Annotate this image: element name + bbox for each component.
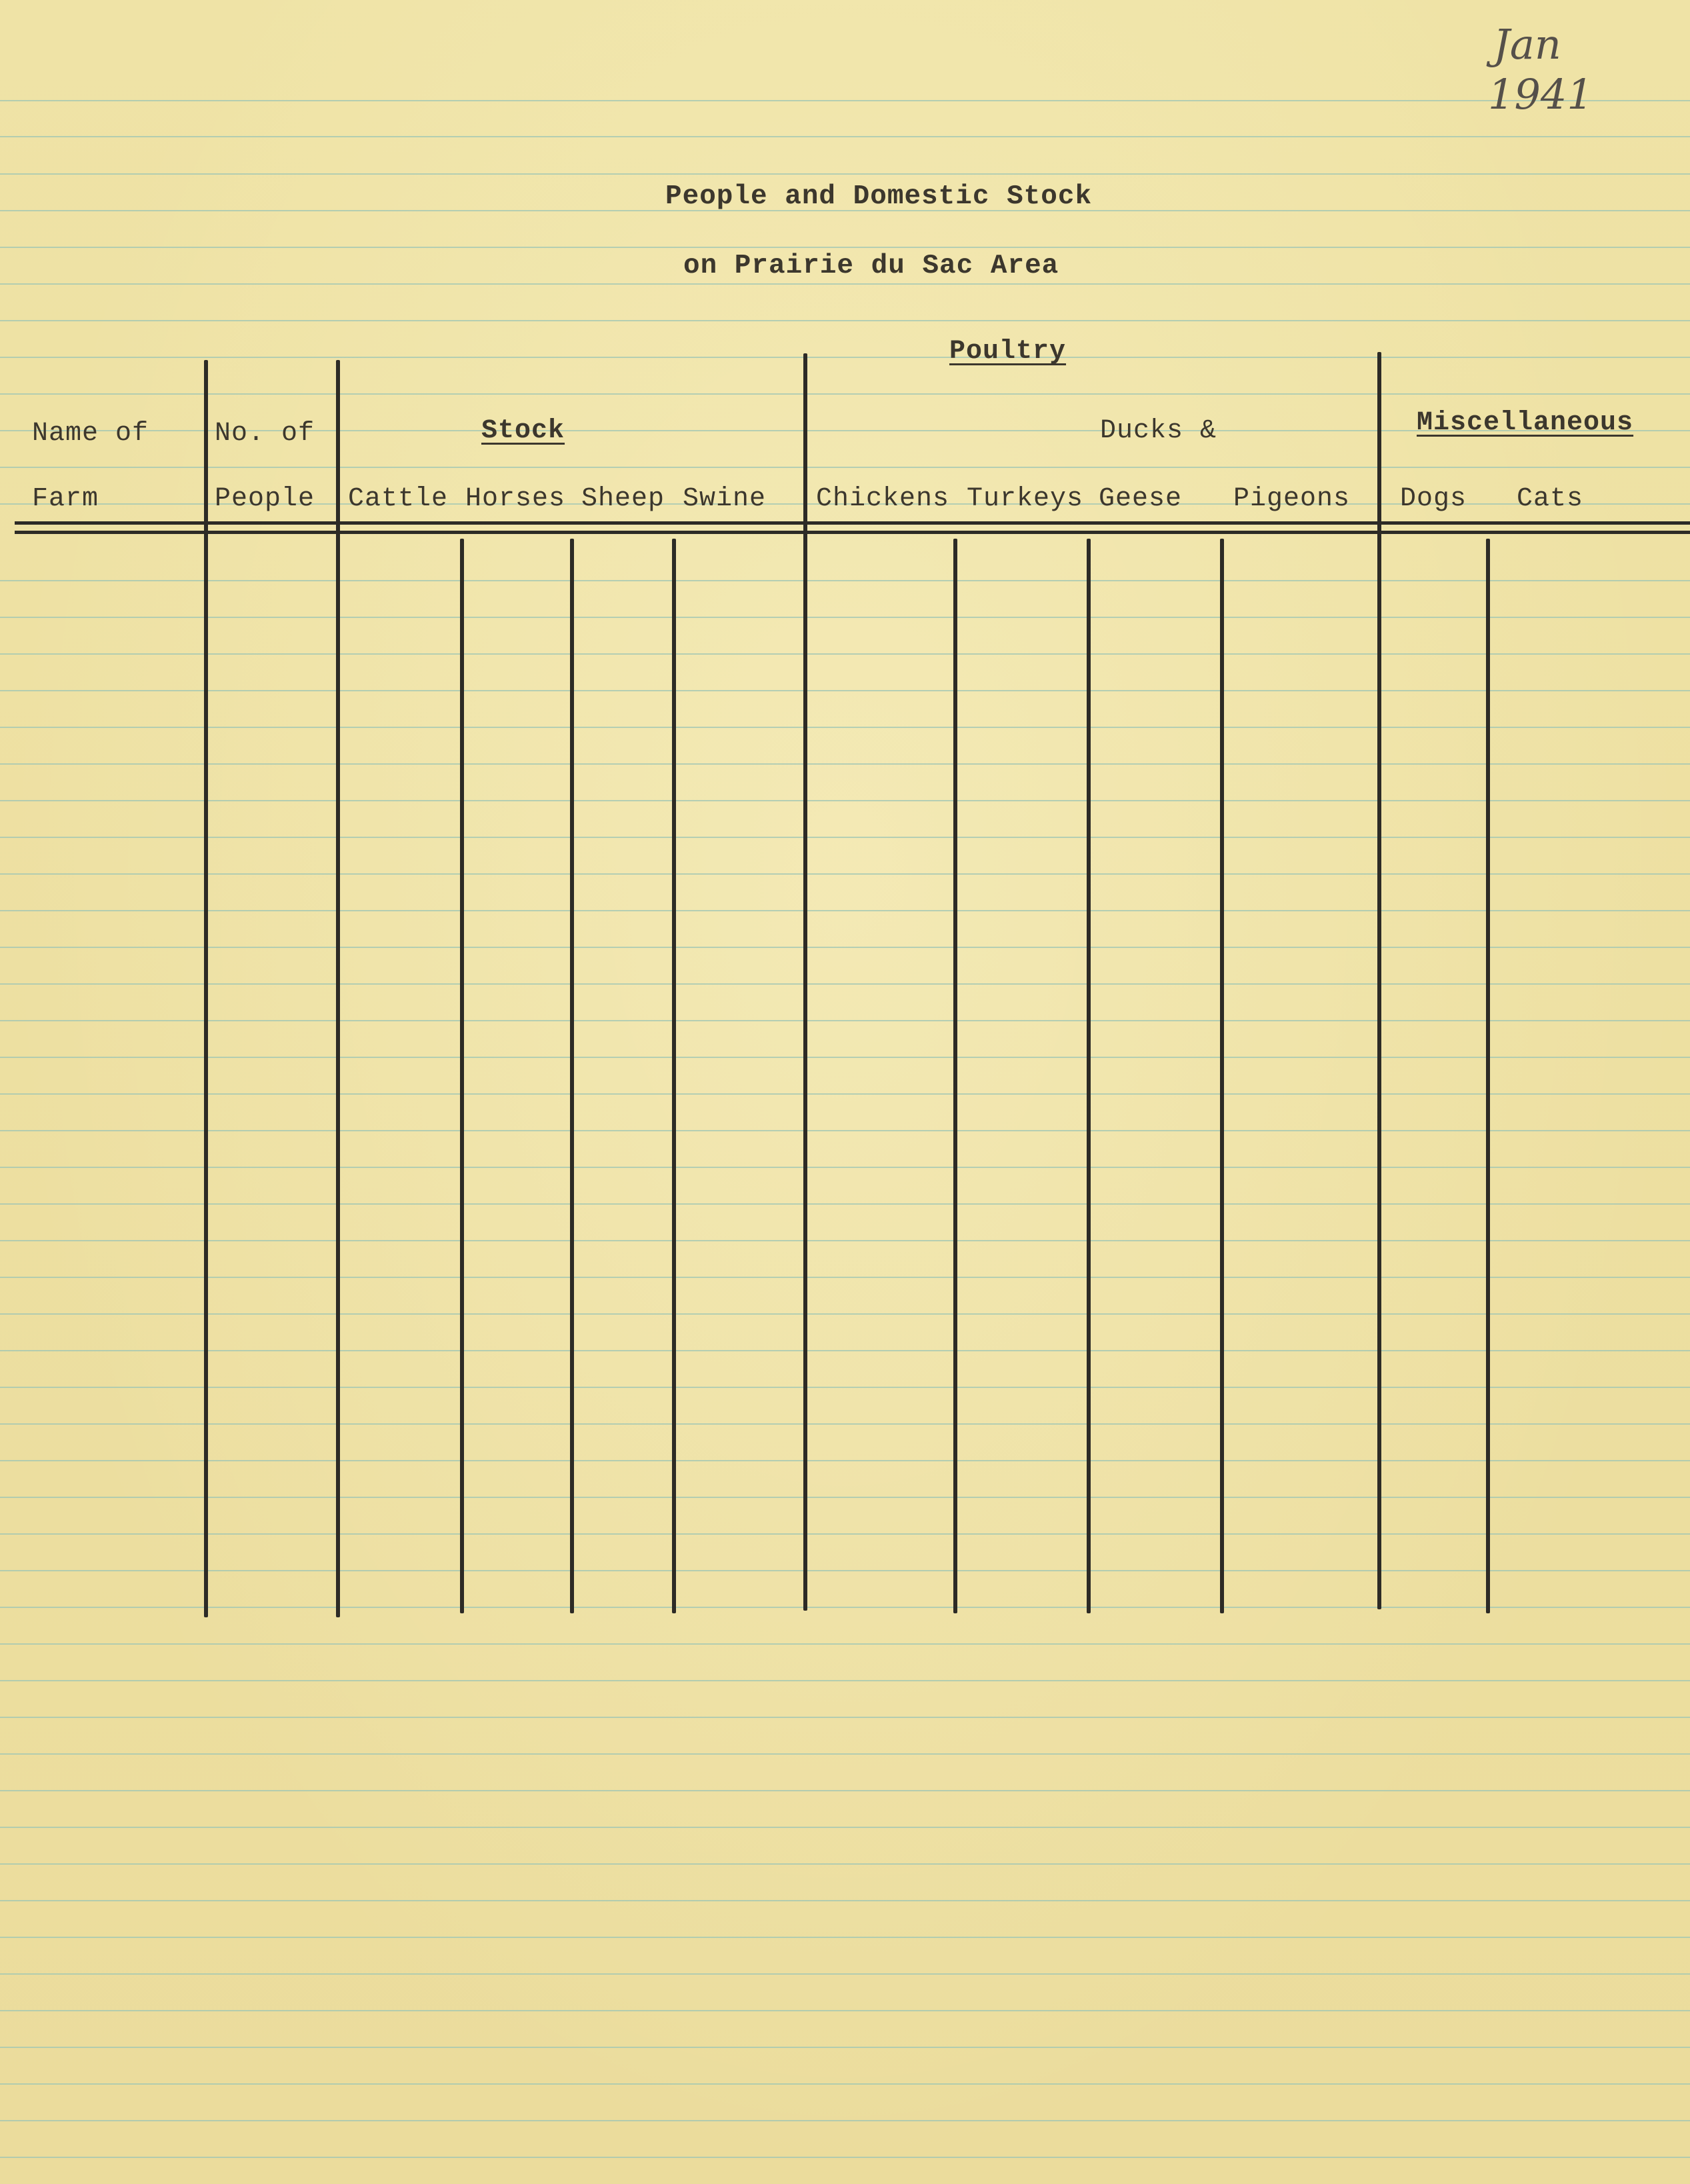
column-divider <box>460 539 464 1613</box>
ruled-line <box>0 873 1690 875</box>
ruled-line <box>0 910 1690 911</box>
ruled-line <box>0 1753 1690 1755</box>
header-turkeys: Turkeys <box>967 484 1084 514</box>
column-divider <box>803 353 807 1611</box>
header-no-of: No. of <box>215 419 315 449</box>
page-title: People and Domestic Stock <box>665 181 1093 212</box>
ruled-line <box>0 1130 1690 1131</box>
ruled-line <box>0 1460 1690 1461</box>
header-cats: Cats <box>1517 484 1584 514</box>
header-geese: Geese <box>1099 484 1183 514</box>
ruled-line <box>0 100 1690 101</box>
column-divider <box>570 539 574 1613</box>
ruled-line <box>0 1203 1690 1205</box>
ruled-line <box>0 690 1690 691</box>
handwritten-note-year: 1941 <box>1488 70 1593 119</box>
ruled-line <box>0 947 1690 948</box>
column-divider <box>672 539 676 1613</box>
header-cattle: Cattle <box>348 484 449 514</box>
ruled-line <box>0 1680 1690 1681</box>
page-subtitle: on Prairie du Sac Area <box>683 251 1059 281</box>
ruled-line <box>0 1350 1690 1351</box>
header-name-of: Name of <box>32 419 149 449</box>
ruled-line <box>0 1790 1690 1791</box>
ruled-line <box>0 467 1690 468</box>
ruled-line <box>0 2157 1690 2158</box>
ruled-line <box>0 1570 1690 1571</box>
ruled-line <box>0 653 1690 655</box>
header-pigeons: Pigeons <box>1233 484 1351 514</box>
ruled-line <box>0 1973 1690 1975</box>
ducks-header-prefix: Ducks & <box>1100 416 1217 446</box>
header-swine: Swine <box>683 484 767 514</box>
ruled-line <box>0 320 1690 321</box>
ruled-line <box>0 2010 1690 2011</box>
ruled-line <box>0 393 1690 395</box>
ruled-line <box>0 136 1690 137</box>
ruled-line <box>0 800 1690 801</box>
ruled-line <box>0 1167 1690 1168</box>
ruled-line <box>0 357 1690 358</box>
ruled-line <box>0 1900 1690 1901</box>
group-header-stock: Stock <box>481 416 565 446</box>
ruled-line <box>0 617 1690 618</box>
ruled-line <box>0 2120 1690 2121</box>
column-divider <box>953 539 957 1613</box>
header-rule-top <box>15 521 1690 525</box>
ruled-line <box>0 727 1690 728</box>
column-divider <box>336 360 340 1617</box>
ruled-line <box>0 1423 1690 1425</box>
ruled-line <box>0 1057 1690 1058</box>
ruled-line <box>0 837 1690 838</box>
ruled-line <box>0 983 1690 985</box>
ruled-line <box>0 1937 1690 1938</box>
header-horses: Horses <box>465 484 566 514</box>
ruled-line <box>0 1020 1690 1021</box>
header-farm: Farm <box>32 484 99 514</box>
ruled-line <box>0 247 1690 248</box>
ruled-line <box>0 580 1690 581</box>
header-people: People <box>215 484 315 514</box>
column-divider <box>1087 539 1091 1613</box>
ruled-line <box>0 1387 1690 1388</box>
header-dogs: Dogs <box>1400 484 1467 514</box>
header-sheep: Sheep <box>581 484 665 514</box>
ruled-line <box>0 763 1690 765</box>
ruled-line <box>0 1240 1690 1241</box>
ruled-line <box>0 1827 1690 1828</box>
ruled-line <box>0 1093 1690 1095</box>
column-divider <box>1486 539 1490 1613</box>
column-divider <box>1220 539 1224 1613</box>
group-header-miscellaneous: Miscellaneous <box>1417 408 1634 438</box>
ruled-line <box>0 1313 1690 1315</box>
ruled-line <box>0 1607 1690 1608</box>
header-rule-bottom <box>15 531 1690 534</box>
ruled-line <box>0 173 1690 175</box>
group-header-poultry: Poultry <box>949 337 1067 367</box>
ruled-line <box>0 1863 1690 1865</box>
ruled-line <box>0 1643 1690 1645</box>
column-divider <box>1377 352 1381 1609</box>
column-divider <box>204 360 208 1617</box>
ruled-line <box>0 1717 1690 1718</box>
ruled-line <box>0 1533 1690 1535</box>
ruled-line <box>0 2083 1690 2085</box>
ruled-line <box>0 283 1690 285</box>
header-chickens: Chickens <box>816 484 950 514</box>
handwritten-note-month: Jan <box>1493 20 1561 69</box>
ruled-line <box>0 1277 1690 1278</box>
ruled-line <box>0 1497 1690 1498</box>
ruled-line <box>0 2047 1690 2048</box>
